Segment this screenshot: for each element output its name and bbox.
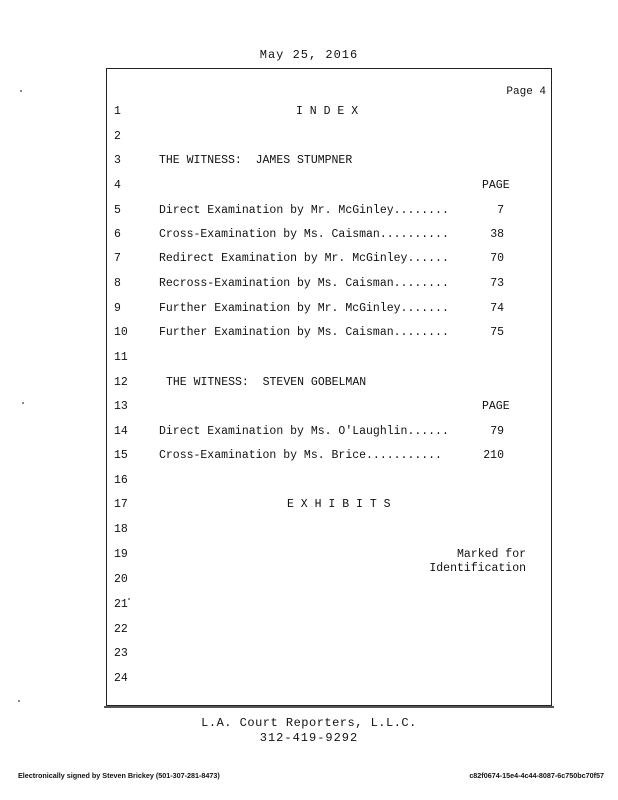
page-frame-shadow bbox=[104, 706, 554, 708]
line-number: 10 bbox=[114, 326, 128, 339]
scan-speck bbox=[18, 700, 20, 702]
line-number: 11 bbox=[114, 351, 128, 364]
index-entry-page: 73 bbox=[490, 277, 504, 290]
line-number: 18 bbox=[114, 523, 128, 536]
line-number: 17 bbox=[114, 498, 128, 511]
line-number: 3 bbox=[114, 154, 121, 167]
line-number: 15 bbox=[114, 449, 128, 462]
line-number: 24 bbox=[114, 672, 128, 685]
line-number: 2 bbox=[114, 130, 121, 143]
line-number: 8 bbox=[114, 277, 121, 290]
index-entry-page: 210 bbox=[483, 449, 504, 462]
scan-speck bbox=[128, 598, 130, 600]
line-number: 5 bbox=[114, 204, 121, 217]
line-number: 19 bbox=[114, 548, 128, 561]
scan-speck bbox=[22, 402, 24, 404]
line-number: 4 bbox=[114, 179, 121, 192]
index-entry-page: 38 bbox=[490, 228, 504, 241]
witness-heading: THE WITNESS: JAMES STUMPNER bbox=[159, 154, 353, 167]
exhibits-column-header-line2: Identification bbox=[429, 562, 526, 575]
index-title: I N D E X bbox=[296, 105, 359, 118]
index-entry-label: Redirect Examination by Mr. McGinley...... bbox=[159, 252, 449, 265]
witness-heading: THE WITNESS: STEVEN GOBELMAN bbox=[166, 376, 367, 389]
line-number: 1 bbox=[114, 105, 121, 118]
index-entry-label: Cross-Examination by Ms. Caisman.......... bbox=[159, 228, 449, 241]
document-hash: c82f0674-15e4-4c44-8087-6c750bc70f57 bbox=[469, 771, 604, 780]
index-entry-page: 79 bbox=[490, 425, 504, 438]
page-column-header: PAGE bbox=[482, 400, 510, 413]
line-number: 21 bbox=[114, 598, 128, 611]
line-number: 7 bbox=[114, 252, 121, 265]
exhibits-column-header-line1: Marked for bbox=[456, 548, 526, 561]
scan-speck bbox=[20, 90, 22, 92]
line-number: 20 bbox=[114, 573, 128, 586]
line-number: 6 bbox=[114, 228, 121, 241]
line-number: 22 bbox=[114, 623, 128, 636]
electronic-signature: Electronically signed by Steven Brickey (501-307-281-8473) bbox=[18, 771, 220, 780]
court-reporter-name: L.A. Court Reporters, L.L.C. bbox=[201, 716, 417, 730]
line-number: 12 bbox=[114, 376, 128, 389]
index-entry-label: Direct Examination by Mr. McGinley........ bbox=[159, 204, 449, 217]
index-entry-page: 7 bbox=[497, 204, 504, 217]
index-entry-label: Direct Examination by Ms. O'Laughlin...... bbox=[159, 425, 449, 438]
line-number: 16 bbox=[114, 474, 128, 487]
index-entry-page: 70 bbox=[490, 252, 504, 265]
index-entry-label: Further Examination by Ms. Caisman........ bbox=[159, 326, 449, 339]
line-number: 14 bbox=[114, 425, 128, 438]
line-number: 23 bbox=[114, 647, 128, 660]
line-number: 9 bbox=[114, 302, 121, 315]
line-number: 13 bbox=[114, 400, 128, 413]
header-date: May 25, 2016 bbox=[259, 48, 359, 62]
index-entry-label: Recross-Examination by Ms. Caisman........ bbox=[159, 277, 449, 290]
index-entry-label: Further Examination by Mr. McGinley....... bbox=[159, 302, 449, 315]
index-entry-page: 74 bbox=[490, 302, 504, 315]
page-number: Page 4 bbox=[506, 86, 546, 98]
exhibits-title: E X H I B I T S bbox=[287, 498, 391, 511]
court-reporter-phone: 312-419-9292 bbox=[259, 731, 359, 745]
index-entry-label: Cross-Examination by Ms. Brice........... bbox=[159, 449, 442, 462]
index-entry-page: 75 bbox=[490, 326, 504, 339]
page-column-header: PAGE bbox=[482, 179, 510, 192]
